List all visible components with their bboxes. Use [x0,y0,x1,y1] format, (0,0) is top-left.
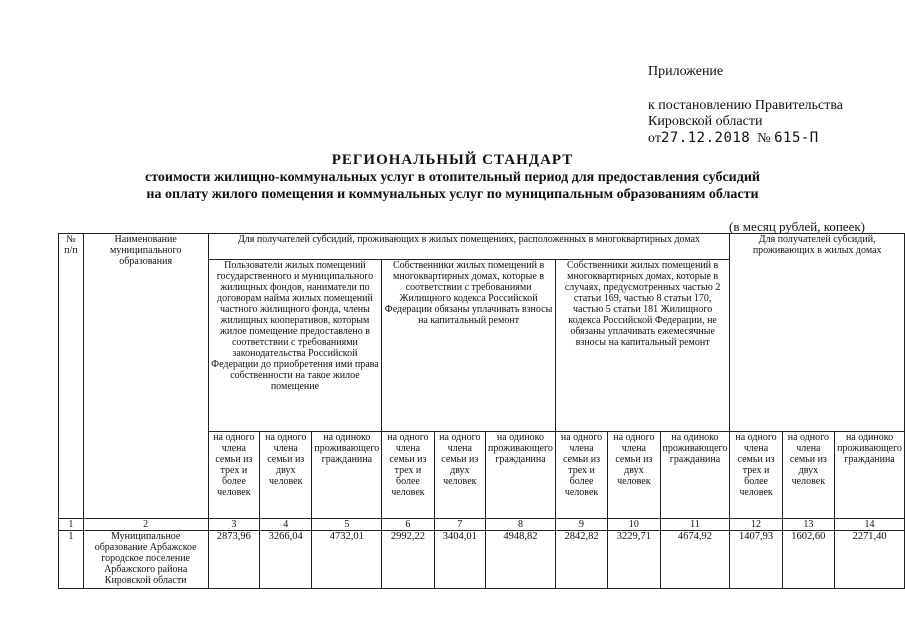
household-three-header: на одного члена семьи из трех и более человек [730,432,782,519]
appendix-label: Приложение [648,64,724,79]
col-number: 8 [486,519,556,531]
value-cell: 4948,82 [486,531,556,589]
subgroup-owners-header: Собственники жилых помещений в многоквартирных домах, которые в соответствии с требованиями Жилищного кодекса Российской Федерации обязаны уплачивать взносы на капитальный ремонт [382,260,556,432]
col-no-header: № п/п [59,234,84,519]
value-cell: 3404,01 [434,531,485,589]
municipality-name: Муниципальное образование Арбажское городское поселение Арбажского района Кировской области [83,531,208,589]
household-three-header: на одного члена семьи из трех и более человек [208,432,259,519]
col-number: 7 [434,519,485,531]
col-number: 6 [382,519,434,531]
doc-title: РЕГИОНАЛЬНЫЙ СТАНДАРТ [331,152,574,168]
number-prefix: № [757,131,771,146]
column-number-row [59,519,905,531]
doc-subtitle-line2: на оплату жилого помещения и коммунальных услуг по муниципальным образованиям области [146,187,759,202]
subgroup-users-header: Пользователи жилых помещений государственного и муниципального жилищных фондов, наниматели по договорам найма жилых помещений частного жилищного фонда, члены жилищных кооперативов, которым жилое помещение предоставлено в соответствии с требованиями законодательства Российской Федерации до приобретения ими права собственности на такое жилое помещение [208,260,382,432]
handwritten-number: 615-П [774,130,819,146]
col-number: 10 [608,519,660,531]
value-cell: 3229,71 [608,531,660,589]
value-cell: 2842,82 [555,531,607,589]
value-cell: 4732,01 [312,531,382,589]
value-cell: 2873,96 [208,531,259,589]
col-number: 5 [312,519,382,531]
from-prefix: от [648,131,661,146]
household-single-header: на одиноко проживающего гражданина [312,432,382,519]
units-note: (в месяц рублей, копеек) [729,219,865,234]
household-single-header: на одиноко проживающего гражданина [835,432,905,519]
household-two-header: на одного члена семьи из двух человек [260,432,312,519]
resolution-line: к постановлению Правительства [648,98,844,113]
region-line: Кировской области [648,114,763,129]
group-houses-header: Для получателей субсидий, проживающих в жилых домах [730,234,905,432]
col-number: 2 [83,519,208,531]
value-cell: 1407,93 [730,531,782,589]
standard-table [58,233,905,589]
household-two-header: на одного члена семьи из двух человек [782,432,834,519]
value-cell: 1602,60 [782,531,834,589]
appendix-header [648,64,843,147]
handwritten-date: 27.12.2018 [660,130,751,146]
col-number: 11 [660,519,730,531]
value-cell: 2992,22 [382,531,434,589]
household-single-header: на одиноко проживающего гражданина [486,432,556,519]
value-cell: 3266,04 [260,531,312,589]
subgroup-exempt-owners-header: Собственники жилых помещений в многоквартирных домах, которые в случаях, предусмотренных частью 2 статьи 169, частью 8 статьи 170, частью 5 статьи 181 Жилищного кодекса Российской Федерации, не обязаны уплачивать ежемесячные взносы на капитальный ремонт [555,260,730,432]
household-three-header: на одного члена семьи из трех и более человек [382,432,434,519]
date-number-line [648,130,843,147]
household-single-header: на одиноко проживающего гражданина [660,432,730,519]
value-cell: 4674,92 [660,531,730,589]
household-two-header: на одного члена семьи из двух человек [434,432,485,519]
row-number: 1 [59,531,84,589]
col-number: 9 [555,519,607,531]
household-two-header: на одного члена семьи из двух человек [608,432,660,519]
col-number: 1 [59,519,84,531]
col-number: 14 [835,519,905,531]
header-row-groups [59,234,905,260]
household-three-header: на одного члена семьи из трех и более человек [555,432,607,519]
table-row [59,531,905,589]
col-number: 3 [208,519,259,531]
doc-subtitle-line1: стоимости жилищно-коммунальных услуг в отопительный период для предоставления субсидий [145,170,760,185]
col-number: 12 [730,519,782,531]
group-apartment-header: Для получателей субсидий, проживающих в жилых помещениях, расположенных в многоквартирных домах [208,234,730,260]
col-name-header: Наименование муниципального образования [83,234,208,519]
col-number: 4 [260,519,312,531]
value-cell: 2271,40 [835,531,905,589]
col-number: 13 [782,519,834,531]
